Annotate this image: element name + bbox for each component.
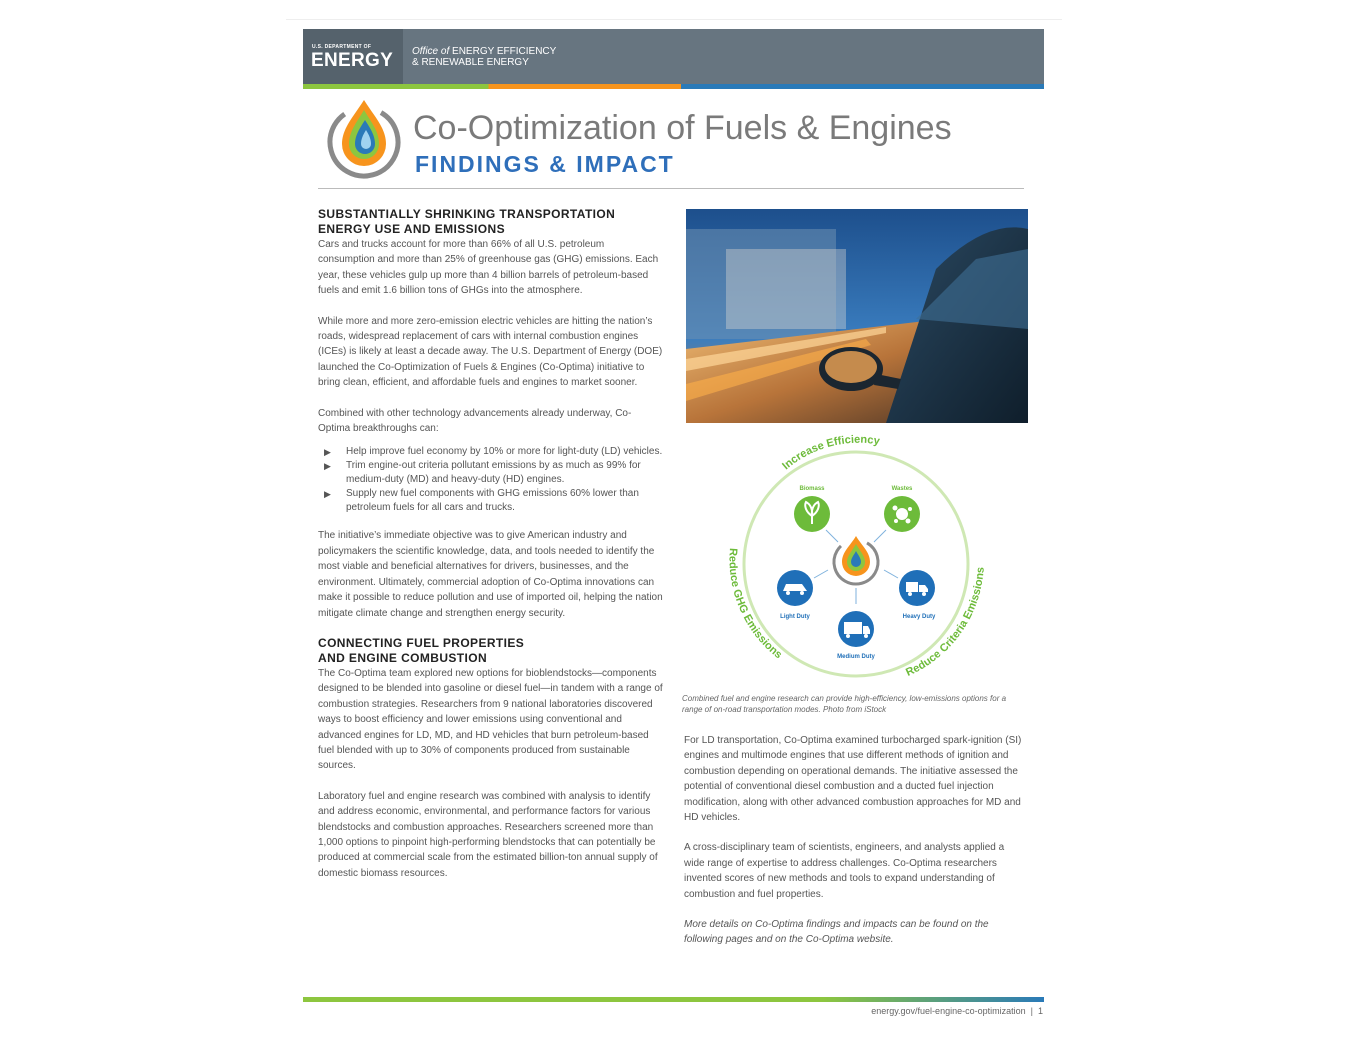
section2-heading [318, 636, 663, 666]
right-paragraph-1: For LD transportation, Co-Optima examined turbocharged spark-ignition (SI) engines and multimode engines that use different methods of ignition and combustion depending on operational demands. The initiative assessed the potential of conventional diesel combustion and a ducted fuel injection modification, along with other advanced combustion approaches for MD and HD vehicles. [684, 735, 1022, 824]
header-color-bar [303, 84, 1044, 89]
doe-agency-small: U.S. DEPARTMENT OF [312, 44, 372, 50]
list-item [318, 459, 663, 487]
top-border-line [286, 19, 1062, 20]
office-line1: ENERGY EFFICIENCY [452, 46, 557, 57]
footer-color-bar [303, 997, 1044, 1002]
title-divider [318, 188, 1024, 189]
right-column [684, 733, 1022, 948]
footer-url[interactable]: energy.gov/fuel-engine-co-optimization [871, 1006, 1026, 1016]
page-number: 1 [1037, 1006, 1043, 1016]
section1-paragraph-3: Combined with other technology advancements already underway, Co-Optima breakthroughs can: [318, 407, 632, 435]
arc-increase-efficiency: Increase Efficiency [780, 433, 881, 473]
list-item-text: Help improve fuel economy by 10% or more for light-duty (LD) vehicles. [346, 446, 663, 458]
footer-separator: | [1030, 1006, 1033, 1016]
bullet-arrow-icon: ▶ [324, 489, 331, 500]
bullet-arrow-icon: ▶ [324, 461, 331, 472]
list-item [318, 445, 663, 459]
list-item [318, 487, 663, 515]
section1-paragraph-1: Cars and trucks account for more than 66% of all U.S. petroleum consumption and more than 25% of greenhouse gas (GHG) emissions. Each year, these vehicles gulp up more than 4 billion barrels of petroleum-based fuels and emit 1.6 billion tons of GHGs into the atmosphere. [318, 239, 659, 297]
section1-paragraph-2: While more and more zero-emission electric vehicles are hitting the nation’s roads, widespread replacement of cars with internal combustion engines (ICEs) is likely at least a decade away. The U.S. Department of Energy (DOE) launched the Co-Optimization of Fuels & Engines (Co-Optima) initiative to bring clean, efficient, and affordable fuels and engines to market sooner. [318, 315, 663, 389]
right-paragraph-3: More details on Co-Optima findings and impacts can be found on the following pages and on the Co-Optima website. [684, 919, 989, 946]
breakthrough-list [318, 445, 663, 515]
list-item-text: Supply new fuel components with GHG emissions 60% lower than petroleum fuels for all cars and trucks. [346, 488, 639, 514]
co-optima-drop-logo-icon [324, 96, 406, 182]
section2-heading-line1: CONNECTING FUEL PROPERTIES [318, 635, 525, 650]
section2-paragraph-1: The Co-Optima team explored new options for bioblendstocks—components designed to be blended into gasoline or diesel fuel—in tandem with a range of combustion strategies. Researchers from 9 national laboratories discovered ways to boost efficiency and lower emissions using conventional and advanced engines for LD, MD, and HD vehicles that burn petroleum-based fuel blended with up to 30% of components produced from sustainable sources. [318, 667, 663, 772]
section1-heading-line2: ENERGY USE AND EMISSIONS [318, 222, 505, 236]
car-motion-photo [686, 209, 1028, 423]
section1-heading-line1: SUBSTANTIALLY SHRINKING TRANSPORTATION [318, 207, 616, 221]
medium-duty-label: Medium Duty [837, 654, 875, 660]
biomass-label: Biomass [799, 486, 825, 492]
document-subtitle: FINDINGS & IMPACT [415, 151, 675, 177]
footer [871, 1006, 1043, 1016]
figure-caption: Combined fuel and engine research can provide high-efficiency, low-emissions options for a range of on-road transportation modes. Photo from iStock [682, 694, 1007, 714]
wastes-label: Wastes [891, 486, 913, 492]
bullet-arrow-icon: ▶ [324, 447, 331, 458]
left-column [318, 207, 663, 881]
section2-paragraph-2: Laboratory fuel and engine research was combined with analysis to identify and address economic, environmental, and performance factors for various blendstocks and combustion approaches. Researchers screened more than 1,000 options to pinpoint high-performing blendstocks that can potentially be produced at commercial scale from the estimated billion-ton annual supply of domestic biomass resources. [318, 790, 658, 879]
section1-heading [318, 207, 663, 237]
list-item-text: Trim engine-out criteria pollutant emissions by as much as 99% for medium-duty (MD) and heavy-duty (HD) engines. [346, 460, 641, 486]
heavy-duty-label: Heavy Duty [902, 614, 936, 620]
center-drop-icon [826, 532, 886, 592]
arc-reduce-criteria: Reduce Criteria Emissions [904, 566, 987, 679]
arc-reduce-ghg: Reduce GHG Emissions [726, 547, 785, 662]
office-prefix: Office of [412, 46, 450, 57]
section1-paragraph-4: The initiative’s immediate objective was to give American industry and policymakers the scientific knowledge, data, and tools needed to identify the most viable and beneficial alternatives for drivers, businesses, and the environment. Ultimately, commercial adoption of Co-Optima innovations can make it possible to reduce pollution and use of imported oil, helping the nation mitigate climate change and strengthen energy security. [318, 530, 663, 619]
doe-agency-big: ENERGY [311, 50, 394, 71]
right-paragraph-2: A cross-disciplinary team of scientists, engineers, and analysts applied a wide range of expertise to address challenges. Co-Optima researchers invented scores of new methods and tools to expand understanding of combustion and fuel properties. [684, 842, 1005, 900]
light-duty-label: Light Duty [780, 614, 810, 620]
office-line2: & RENEWABLE ENERGY [412, 57, 529, 68]
co-optima-diagram [716, 430, 996, 698]
document-title: Co-Optimization of Fuels & Engines [413, 109, 952, 147]
office-name [412, 46, 556, 68]
section2-heading-line2: AND ENGINE COMBUSTION [318, 650, 488, 665]
